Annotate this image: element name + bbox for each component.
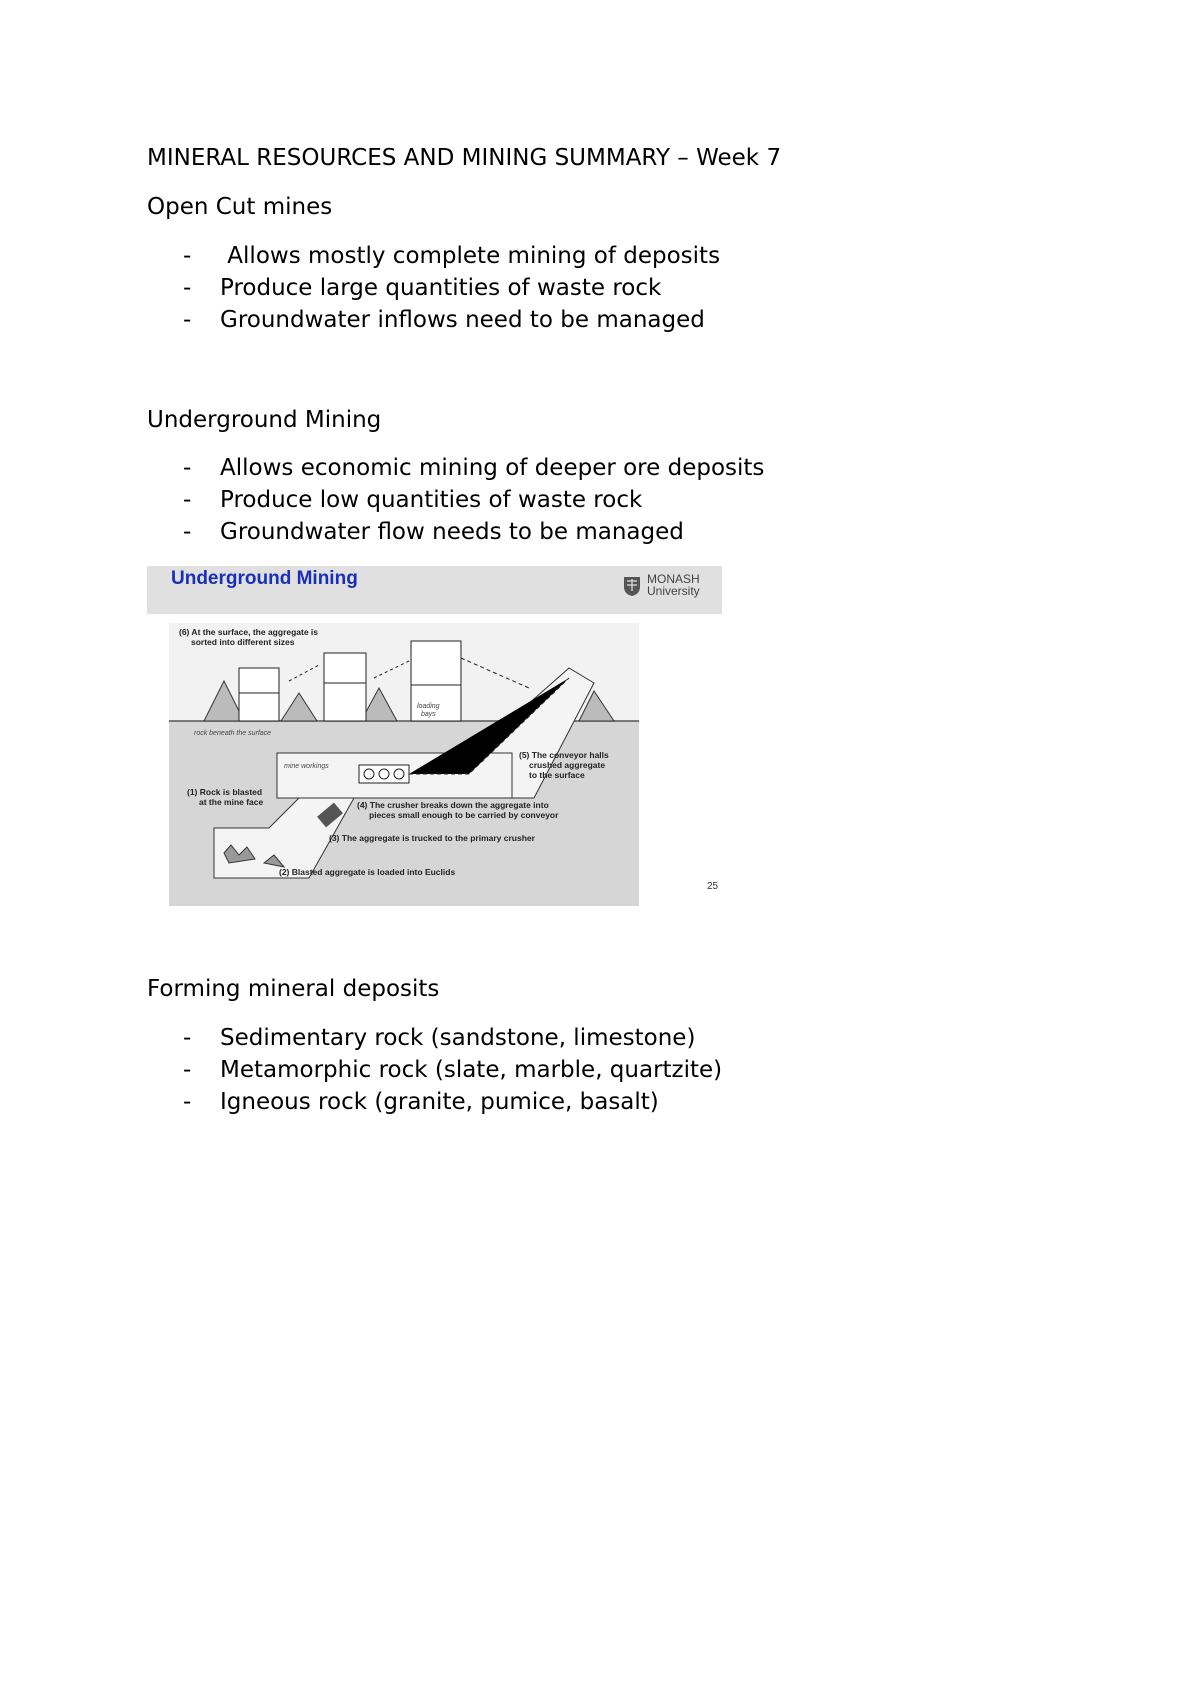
sorting-bin bbox=[239, 668, 279, 721]
bullet-dash: - bbox=[183, 275, 192, 301]
bullet-dash: - bbox=[183, 1089, 192, 1115]
bullet-dash: - bbox=[183, 1025, 192, 1051]
document-page: MINERAL RESOURCES AND MINING SUMMARY – Week 7 Open Cut mines - Allows mostly complete mining of deposits - Produce large quantities of waste rock - Groundwater inflows need to be managed Underground Mining - Allows economic mining of deeper ore deposits - Produce low quantities of waste rock - Groundwater flow needs to be managed Underground Mining MONASH University (6) At the surface, the aggregate is sorted into different sizes loading bays rock beneath the surface mine workings (5) The conveyor halls crushed aggregate to the surface (1) Rock is blasted at the mine face (4) The crusher breaks down the aggregate into pieces small enough to be carried by conveyor (3) The aggregate is trucked to the primary crusher (2) Blasted aggregate is loaded into Euclids 25 Forming mineral deposits - Sedimentary rock (sandstone, limestone) - Metamorphic rock (slate, marble, quartzite) - Igneous rock (granite, pumice, basalt) bbox=[147, 145, 782, 1115]
label-step4: (4) The crusher breaks down the aggregate into bbox=[357, 800, 549, 810]
label-loading: loading bbox=[417, 703, 440, 710]
monash-logo-text: MONASH University bbox=[647, 572, 700, 598]
bullet-dash: - bbox=[183, 1057, 192, 1083]
sorting-bin bbox=[324, 653, 366, 721]
section-heading-forming-deposits: Forming mineral deposits bbox=[147, 976, 440, 1002]
label-step6: (6) At the surface, the aggregate is bbox=[179, 627, 319, 637]
section-heading-open-cut: Open Cut mines bbox=[147, 194, 333, 220]
label-rock-beneath: rock beneath the surface bbox=[194, 730, 272, 737]
label-step3: (3) The aggregate is trucked to the primary crusher bbox=[329, 833, 535, 843]
label-loading-cont: bays bbox=[421, 711, 436, 718]
slide-title: Underground Mining bbox=[171, 568, 358, 589]
underground-mining-slide bbox=[147, 566, 722, 906]
slide-page-number: 25 bbox=[707, 881, 719, 892]
label-step1-cont: at the mine face bbox=[199, 797, 264, 807]
label-step6-cont: sorted into different sizes bbox=[191, 637, 295, 647]
label-step5: (5) The conveyor halls bbox=[519, 750, 609, 760]
section-heading-underground: Underground Mining bbox=[147, 407, 382, 433]
document-title: MINERAL RESOURCES AND MINING SUMMARY – Week 7 bbox=[147, 145, 782, 171]
monash-crest-icon bbox=[622, 575, 642, 597]
crusher bbox=[359, 765, 409, 783]
slide-header bbox=[147, 566, 722, 614]
label-step2: (2) Blasted aggregate is loaded into Euclids bbox=[279, 867, 456, 877]
bullet-dash: - bbox=[183, 307, 192, 333]
bullet-dash: - bbox=[183, 487, 192, 513]
bullet-dash: - bbox=[183, 243, 192, 269]
label-step5-cont2: to the surface bbox=[529, 770, 585, 780]
mining-process-diagram bbox=[169, 623, 639, 906]
label-step1: (1) Rock is blasted bbox=[187, 787, 263, 797]
label-mine-workings: mine workings bbox=[284, 763, 329, 770]
bullet-dash: - bbox=[183, 455, 192, 481]
label-step4-cont: pieces small enough to be carried by conveyor bbox=[369, 810, 559, 820]
label-step5-cont: crushed aggregate bbox=[529, 760, 606, 770]
bullet-dash: - bbox=[183, 519, 192, 545]
